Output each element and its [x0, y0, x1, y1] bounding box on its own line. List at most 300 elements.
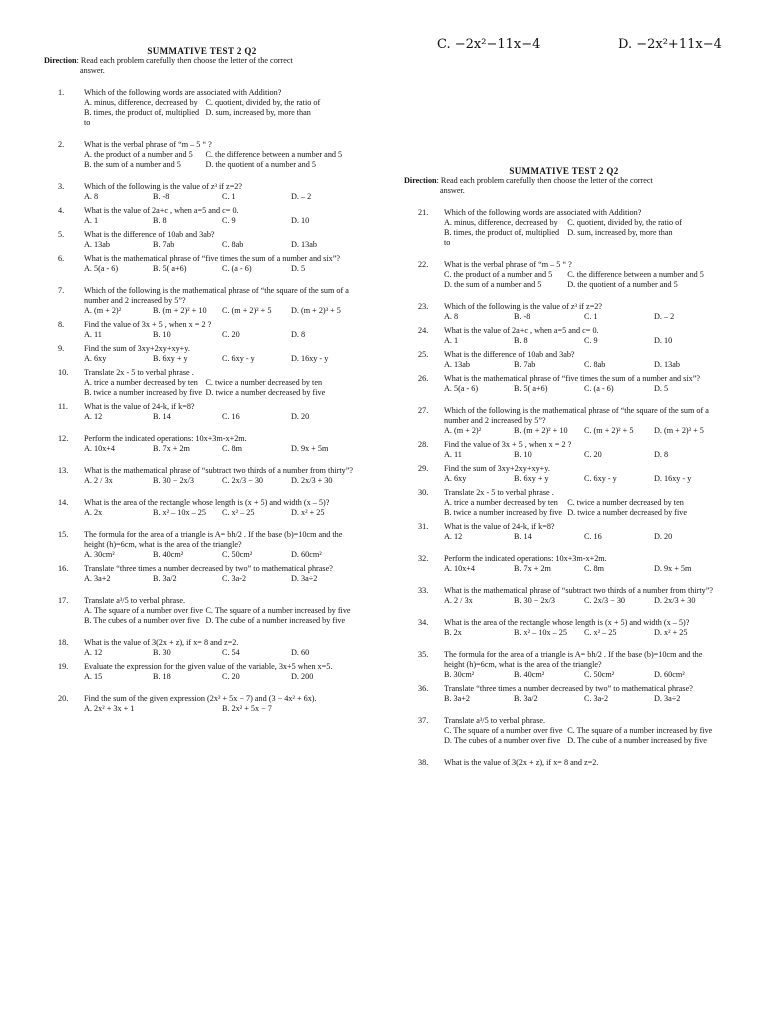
- answer-option[interactable]: A. minus, difference, decreased by: [444, 218, 558, 227]
- answer-option[interactable]: B. 7ab: [514, 360, 536, 369]
- answer-option[interactable]: A. 12: [84, 412, 103, 421]
- answer-option[interactable]: D. 20: [291, 412, 310, 421]
- question: [44, 320, 360, 340]
- answer-option[interactable]: D. the quotient of a number and 5: [205, 160, 316, 169]
- answer-option[interactable]: B. twice a number increased by five: [84, 388, 202, 397]
- answer-option[interactable]: C. 1: [222, 192, 236, 201]
- answer-option[interactable]: C. 8ab: [222, 240, 244, 249]
- answer-option[interactable]: B. 3a/2: [153, 574, 177, 583]
- option-row: [84, 704, 360, 714]
- answer-option[interactable]: A. 15: [84, 672, 103, 681]
- question: [404, 350, 724, 370]
- question-number: 27.: [418, 406, 429, 415]
- answer-option[interactable]: D. 16xy - y: [654, 474, 692, 483]
- left-column: [44, 0, 360, 1024]
- question-number: 22.: [418, 260, 429, 269]
- answer-option[interactable]: D. 8: [654, 450, 669, 459]
- question-number: 31.: [418, 522, 429, 531]
- q20-option-c: C. −2x²−11x−4: [437, 37, 541, 52]
- answer-option[interactable]: A. (m + 2)²: [444, 426, 482, 435]
- answer-option[interactable]: C. 3a-2: [222, 574, 247, 583]
- answer-option[interactable]: B. 2x² + 5x − 7: [222, 704, 272, 713]
- answer-option[interactable]: D. The cube of a number increased by five: [567, 736, 707, 745]
- option-row: [84, 354, 360, 364]
- answer-option[interactable]: B. the sum of a number and 5: [84, 160, 181, 169]
- answer-option[interactable]: B. 6xy + y: [514, 474, 549, 483]
- question-number: 19.: [58, 662, 69, 671]
- answer-option[interactable]: D. – 2: [654, 312, 675, 321]
- answer-option[interactable]: B. (m + 2)² + 10: [514, 426, 568, 435]
- question-number: 28.: [418, 440, 429, 449]
- answer-option[interactable]: C. The square of a number increased by five: [205, 606, 351, 615]
- option-row: [84, 648, 360, 658]
- answer-option[interactable]: B. 6xy + y: [153, 354, 188, 363]
- answer-option[interactable]: C. quotient, divided by, the ratio of: [567, 218, 682, 227]
- answer-option[interactable]: D. 8: [291, 330, 306, 339]
- question-number: 29.: [418, 464, 429, 473]
- answer-option[interactable]: B. 3a+2: [444, 694, 470, 703]
- direction: [44, 56, 360, 76]
- answer-option[interactable]: B. 30 − 2x/3: [153, 476, 195, 485]
- option-row: [84, 264, 360, 274]
- question-number: 7.: [58, 286, 65, 295]
- question: [404, 208, 724, 248]
- question: [44, 596, 360, 626]
- answer-option[interactable]: B. 7ab: [153, 240, 175, 249]
- answer-option[interactable]: C. twice a number decreased by ten: [205, 378, 323, 387]
- answer-option[interactable]: D. 60cm²: [654, 670, 685, 679]
- answer-option[interactable]: D. the quotient of a number and 5: [567, 280, 678, 289]
- question: [44, 694, 360, 714]
- answer-option[interactable]: A. 12: [444, 532, 463, 541]
- option-row: [444, 474, 724, 484]
- question-number: 23.: [418, 302, 429, 311]
- question-number: 33.: [418, 586, 429, 595]
- question: [404, 374, 724, 394]
- option-row: [84, 306, 360, 316]
- answer-option[interactable]: A. 5(a - 6): [444, 384, 479, 393]
- question-text: Find the value of 3x + 5 , when x = 2 ?: [444, 440, 572, 449]
- answer-option[interactable]: A. 13ab: [84, 240, 110, 249]
- answer-option[interactable]: B. times, the product of, multiplied to: [444, 228, 560, 247]
- question-number: 15.: [58, 530, 69, 539]
- answer-option[interactable]: B. x² – 10x – 25: [153, 508, 206, 517]
- answer-option[interactable]: C. x² – 25: [584, 628, 617, 637]
- answer-option[interactable]: C. 8ab: [584, 360, 606, 369]
- answer-option[interactable]: A. 3a+2: [84, 574, 111, 583]
- option-row: [444, 498, 724, 508]
- answer-option[interactable]: D. sum, increased by, more than: [205, 108, 311, 117]
- question-number: 30.: [418, 488, 429, 497]
- right-column: [404, 0, 724, 1024]
- question-number: 12.: [58, 434, 69, 443]
- answer-option[interactable]: A. 10x+4: [444, 564, 475, 573]
- option-row: [444, 628, 724, 638]
- question-number: 26.: [418, 374, 429, 383]
- question: [404, 302, 724, 322]
- option-row: [444, 360, 724, 370]
- answer-option[interactable]: B. 30: [153, 648, 171, 657]
- answer-option[interactable]: A. 13ab: [444, 360, 470, 369]
- answer-option[interactable]: C. 50cm²: [584, 670, 615, 679]
- answer-option[interactable]: B. times, the product of, multiplied to: [84, 108, 200, 127]
- answer-option[interactable]: D. 13ab: [654, 360, 680, 369]
- answer-option[interactable]: D. twice a number decreased by five: [205, 388, 326, 397]
- answer-option[interactable]: D. 5: [291, 264, 306, 273]
- answer-option[interactable]: D. (m + 2)³ + 5: [654, 426, 704, 435]
- question: [44, 254, 360, 274]
- answer-option[interactable]: D. twice a number decreased by five: [567, 508, 687, 517]
- answer-option[interactable]: D. – 2: [291, 192, 312, 201]
- question-text: Which of the following words are associated with Addition?: [444, 208, 642, 217]
- question-text: The formula for the area of a triangle is A= bh/2 . If the base (b)=10cm and the height (h)=6cm, what is the area of the triangle?: [444, 650, 703, 669]
- question: [44, 564, 360, 584]
- question-text: What is the value of 24-k, if k=8?: [84, 402, 195, 411]
- question: [44, 402, 360, 422]
- answer-option[interactable]: C. (a - 6): [584, 384, 614, 393]
- q20-option-d: D. −2x²+11x−4: [618, 37, 722, 52]
- answer-option[interactable]: A. (m + 2)²: [84, 306, 122, 315]
- option-row: [84, 388, 360, 398]
- answer-option[interactable]: D. 5: [654, 384, 669, 393]
- question-number: 14.: [58, 498, 69, 507]
- question: [404, 260, 724, 290]
- answer-option[interactable]: D. x² + 25: [654, 628, 688, 637]
- question-text: Translate a³/5 to verbal phrase.: [84, 596, 186, 605]
- question: [44, 206, 360, 226]
- option-row: [84, 240, 360, 250]
- answer-option[interactable]: D. The cubes of a number over five: [444, 736, 561, 745]
- option-row: [444, 532, 724, 542]
- answer-option[interactable]: B. The cubes of a number over five: [84, 616, 200, 625]
- direction-text-2: answer.: [440, 186, 465, 195]
- answer-option[interactable]: A. 2x² + 3x + 1: [84, 704, 135, 713]
- option-row: [84, 508, 360, 518]
- answer-option[interactable]: D. 16xy - y: [291, 354, 329, 363]
- question-number: 24.: [418, 326, 429, 335]
- answer-option[interactable]: C. 2x/3 − 30: [222, 476, 264, 485]
- option-row: [444, 312, 724, 322]
- answer-option[interactable]: A. 6xy: [84, 354, 107, 363]
- question: [44, 286, 360, 316]
- answer-option[interactable]: C. The square of a number over five: [444, 726, 563, 735]
- answer-option[interactable]: A. trice a number decreased by ten: [84, 378, 198, 387]
- answer-option[interactable]: A. 30cm²: [84, 550, 115, 559]
- answer-option[interactable]: D. 9x + 5m: [291, 444, 329, 453]
- question-text: Find the sum of 3xy+2xy+xy+y.: [84, 344, 190, 353]
- answer-option[interactable]: C. 20: [584, 450, 602, 459]
- option-row: [444, 450, 724, 460]
- answer-option[interactable]: D. The cube of a number increased by five: [205, 616, 346, 625]
- answer-option[interactable]: D. 9x + 5m: [654, 564, 692, 573]
- answer-option[interactable]: C. 6xy - y: [222, 354, 255, 363]
- question-number: 8.: [58, 320, 65, 329]
- answer-option[interactable]: C. 16: [584, 532, 602, 541]
- option-row: [84, 412, 360, 422]
- answer-option[interactable]: A. 2x: [84, 508, 103, 517]
- answer-option[interactable]: C. x² – 25: [222, 508, 255, 517]
- answer-option[interactable]: B. 40cm²: [153, 550, 184, 559]
- option-row: [84, 108, 360, 128]
- answer-option[interactable]: B. 14: [153, 412, 171, 421]
- answer-option[interactable]: B. -8: [153, 192, 170, 201]
- answer-option[interactable]: A. 1: [84, 216, 99, 225]
- question-text: What is the value of 3(2x + z), if x= 8 and z=2.: [84, 638, 239, 647]
- question: [44, 638, 360, 658]
- answer-option[interactable]: C. 8m: [584, 564, 605, 573]
- option-row: [444, 228, 724, 248]
- question-number: 9.: [58, 344, 65, 353]
- answer-option[interactable]: B. -8: [514, 312, 531, 321]
- answer-option[interactable]: C. 16: [222, 412, 240, 421]
- question-number: 35.: [418, 650, 429, 659]
- answer-option[interactable]: B. 40cm²: [514, 670, 545, 679]
- question: [44, 182, 360, 202]
- question-number: 18.: [58, 638, 69, 647]
- question-number: 16.: [58, 564, 69, 573]
- question-text: Translate “three times a number decreased by two” to mathematical phrase?: [84, 564, 333, 573]
- answer-option[interactable]: B. 18: [153, 672, 171, 681]
- answer-option[interactable]: D. sum, increased by, more than: [567, 228, 673, 237]
- answer-option[interactable]: D. 60: [291, 648, 310, 657]
- answer-option[interactable]: B. 7x + 2m: [153, 444, 190, 453]
- answer-option[interactable]: D. 2x/3 + 30: [654, 596, 696, 605]
- answer-option[interactable]: D. 10: [654, 336, 673, 345]
- answer-option[interactable]: C. (m + 2)² + 5: [584, 426, 634, 435]
- answer-option[interactable]: A. 2 / 3x: [444, 596, 473, 605]
- question-number: 34.: [418, 618, 429, 627]
- answer-option[interactable]: C. The square of a number increased by five: [567, 726, 713, 735]
- answer-option[interactable]: A. minus, difference, decreased by: [84, 98, 198, 107]
- question-text: Translate a³/5 to verbal phrase.: [444, 716, 546, 725]
- question-text: What is the mathematical phrase of “five times the sum of a number and six”?: [444, 374, 700, 383]
- option-row: [444, 270, 724, 280]
- question-number: 11.: [58, 402, 68, 411]
- answer-option[interactable]: A. 2 / 3x: [84, 476, 113, 485]
- answer-option[interactable]: B. 14: [514, 532, 532, 541]
- option-row: [444, 694, 724, 704]
- answer-option[interactable]: B. 30cm²: [444, 670, 475, 679]
- option-row: [84, 574, 360, 584]
- question-number: 36.: [418, 684, 429, 693]
- question-number: 38.: [418, 758, 429, 767]
- option-row: [84, 550, 360, 560]
- option-row: [444, 508, 724, 518]
- question-text: What is the mathematical phrase of “five times the sum of a number and six”?: [84, 254, 340, 263]
- answer-option[interactable]: C. 9: [222, 216, 236, 225]
- question-text: Translate 2x - 5 to verbal phrase .: [84, 368, 194, 377]
- question-number: 32.: [418, 554, 429, 563]
- question: [44, 230, 360, 250]
- question-text: Which of the following is the value of z³ if z=2?: [444, 302, 603, 311]
- answer-option[interactable]: D. (m + 2)³ + 5: [291, 306, 341, 315]
- answer-option[interactable]: A. The square of a number over five: [84, 606, 203, 615]
- question: [404, 326, 724, 346]
- question: [44, 498, 360, 518]
- answer-option[interactable]: C. 50cm²: [222, 550, 253, 559]
- option-row: [84, 98, 360, 108]
- option-row: [444, 726, 724, 736]
- question-text: The formula for the area of a triangle is A= bh/2 . If the base (b)=10cm and the height (h)=6cm, what is the area of the triangle?: [84, 530, 343, 549]
- question-text: Translate “three times a number decreased by two” to mathematical phrase?: [444, 684, 693, 693]
- question: [404, 716, 724, 746]
- question-number: 1.: [58, 88, 65, 97]
- question-text: Find the value of 3x + 5 , when x = 2 ?: [84, 320, 212, 329]
- question-text: What is the difference of 10ab and 3ab?: [84, 230, 215, 239]
- answer-option[interactable]: A. 12: [84, 648, 103, 657]
- answer-option[interactable]: B. 30 − 2x/3: [514, 596, 556, 605]
- answer-option[interactable]: B. 10: [153, 330, 171, 339]
- answer-option[interactable]: C. 2x/3 − 30: [584, 596, 626, 605]
- answer-option[interactable]: C. (a - 6): [222, 264, 252, 273]
- answer-option[interactable]: B. 8: [514, 336, 528, 345]
- answer-option[interactable]: A. 11: [84, 330, 102, 339]
- option-row: [444, 426, 724, 436]
- answer-option[interactable]: B. (m + 2)² + 10: [153, 306, 207, 315]
- answer-option[interactable]: C. 9: [584, 336, 598, 345]
- answer-option[interactable]: C. the difference between a number and 5: [567, 270, 704, 279]
- question: [44, 140, 360, 170]
- answer-option[interactable]: C. quotient, divided by, the ratio of: [205, 98, 321, 107]
- option-row: [444, 218, 724, 228]
- direction-text: : Read each problem carefully then choose the letter of the correct: [76, 56, 293, 65]
- question: [44, 530, 360, 560]
- question-text: Which of the following is the mathematical phrase of “the square of the sum of a number and 2 increased by 5”?: [444, 406, 709, 425]
- question-text: Find the sum of 3xy+2xy+xy+y.: [444, 464, 550, 473]
- question-text: Find the sum of the given expression (2x² + 5x − 7) and (3 − 4x² + 6x).: [84, 694, 317, 703]
- question-number: 4.: [58, 206, 65, 215]
- answer-option[interactable]: B. 5( a+6): [514, 384, 548, 393]
- question-text: What is the mathematical phrase of “subtract two thirds of a number from thirty”?: [444, 586, 713, 595]
- question: [404, 522, 724, 542]
- answer-option[interactable]: C. 1: [584, 312, 598, 321]
- answer-option[interactable]: D. the sum of a number and 5: [444, 280, 542, 289]
- question: [44, 344, 360, 364]
- answer-option[interactable]: A. 11: [444, 450, 462, 459]
- option-row: [444, 384, 724, 394]
- answer-option[interactable]: C. twice a number decreased by ten: [567, 498, 684, 507]
- answer-option[interactable]: C. 6xy - y: [584, 474, 617, 483]
- question-number: 10.: [58, 368, 69, 377]
- answer-option[interactable]: B. 3a/2: [514, 694, 538, 703]
- answer-option[interactable]: B. 5( a+6): [153, 264, 187, 273]
- answer-option[interactable]: A. the product of a number and 5: [84, 150, 193, 159]
- answer-option[interactable]: A. 10x+4: [84, 444, 115, 453]
- question-number: 2.: [58, 140, 65, 149]
- answer-option[interactable]: C. 8m: [222, 444, 243, 453]
- answer-option[interactable]: B. x² – 10x – 25: [514, 628, 567, 637]
- question-number: 25.: [418, 350, 429, 359]
- option-row: [84, 616, 360, 626]
- answer-option[interactable]: C. 54: [222, 648, 240, 657]
- option-row: [84, 192, 360, 202]
- answer-option[interactable]: C. the difference between a number and 5: [205, 150, 343, 159]
- question-text: What is the value of 3(2x + z), if x= 8 and z=2.: [444, 758, 599, 767]
- question: [44, 368, 360, 398]
- question: [404, 488, 724, 518]
- option-row: [84, 378, 360, 388]
- answer-option[interactable]: D. x² + 25: [291, 508, 325, 517]
- question-text: Perform the indicated operations: 10x+3m-x+2m.: [444, 554, 607, 563]
- option-row: [444, 670, 724, 680]
- question-text: Which of the following words are associated with Addition?: [84, 88, 282, 97]
- option-row: [84, 672, 360, 682]
- question: [404, 464, 724, 484]
- question-number: 13.: [58, 466, 69, 475]
- option-row: [444, 596, 724, 606]
- answer-option[interactable]: C. the product of a number and 5: [444, 270, 553, 279]
- option-row: [444, 280, 724, 290]
- answer-option[interactable]: B. 10: [514, 450, 532, 459]
- answer-option[interactable]: D. 10: [291, 216, 310, 225]
- question-text: What is the value of 2a+c , when a=5 and c= 0.: [84, 206, 239, 215]
- option-row: [84, 606, 360, 616]
- question-number: 5.: [58, 230, 65, 239]
- question-number: 21.: [418, 208, 429, 217]
- answer-option[interactable]: D. 2x/3 + 30: [291, 476, 333, 485]
- answer-option[interactable]: D. 3a÷2: [654, 694, 681, 703]
- question: [404, 440, 724, 460]
- question-text: What is the area of the rectangle whose length is (x + 5) and width (x – 5)?: [84, 498, 330, 507]
- answer-option[interactable]: B. 8: [153, 216, 167, 225]
- answer-option[interactable]: C. 20: [222, 330, 240, 339]
- question: [44, 466, 360, 486]
- question: [404, 586, 724, 606]
- answer-option[interactable]: A. 1: [444, 336, 459, 345]
- question-text: What is the difference of 10ab and 3ab?: [444, 350, 575, 359]
- question: [404, 554, 724, 574]
- question: [44, 88, 360, 128]
- answer-option[interactable]: B. 7x + 2m: [514, 564, 551, 573]
- option-row: [84, 444, 360, 454]
- answer-option[interactable]: A. 8: [444, 312, 459, 321]
- question-text: What is the verbal phrase of “m – 5 “ ?: [84, 140, 212, 149]
- question: [404, 684, 724, 704]
- question-number: 37.: [418, 716, 429, 725]
- question-text: What is the mathematical phrase of “subtract two thirds of a number from thirty”?: [84, 466, 353, 475]
- answer-option[interactable]: A. 6xy: [444, 474, 467, 483]
- question-text: What is the verbal phrase of “m – 5 “ ?: [444, 260, 572, 269]
- question-number: 17.: [58, 596, 69, 605]
- option-row: [84, 150, 360, 160]
- answer-option[interactable]: D. 200: [291, 672, 314, 681]
- question-number: 20.: [58, 694, 69, 703]
- question-text: Translate 2x - 5 to verbal phrase .: [444, 488, 554, 497]
- answer-option[interactable]: C. (m + 2)² + 5: [222, 306, 272, 315]
- answer-option[interactable]: A. 5(a - 6): [84, 264, 119, 273]
- question: [404, 406, 724, 436]
- answer-option[interactable]: B. 2x: [444, 628, 462, 637]
- direction-text-2: answer.: [80, 66, 105, 75]
- question-text: Which of the following is the value of z³ if z=2?: [84, 182, 243, 191]
- answer-option[interactable]: D. 13ab: [291, 240, 317, 249]
- option-row: [84, 330, 360, 340]
- question: [44, 662, 360, 682]
- answer-option[interactable]: D. 3a÷2: [291, 574, 318, 583]
- answer-option[interactable]: C. 20: [222, 672, 240, 681]
- answer-option[interactable]: D. 20: [654, 532, 673, 541]
- answer-option[interactable]: D. 60cm²: [291, 550, 322, 559]
- question: [404, 758, 724, 768]
- question: [44, 434, 360, 454]
- answer-option[interactable]: B. twice a number increased by five: [444, 508, 562, 517]
- answer-option[interactable]: C. 3a-2: [584, 694, 609, 703]
- answer-option[interactable]: A. trice a number decreased by ten: [444, 498, 558, 507]
- option-row: [444, 564, 724, 574]
- question-text: Which of the following is the mathematical phrase of “the square of the sum of a number and 2 increased by 5”?: [84, 286, 349, 305]
- answer-option[interactable]: A. 8: [84, 192, 99, 201]
- option-row: [84, 216, 360, 226]
